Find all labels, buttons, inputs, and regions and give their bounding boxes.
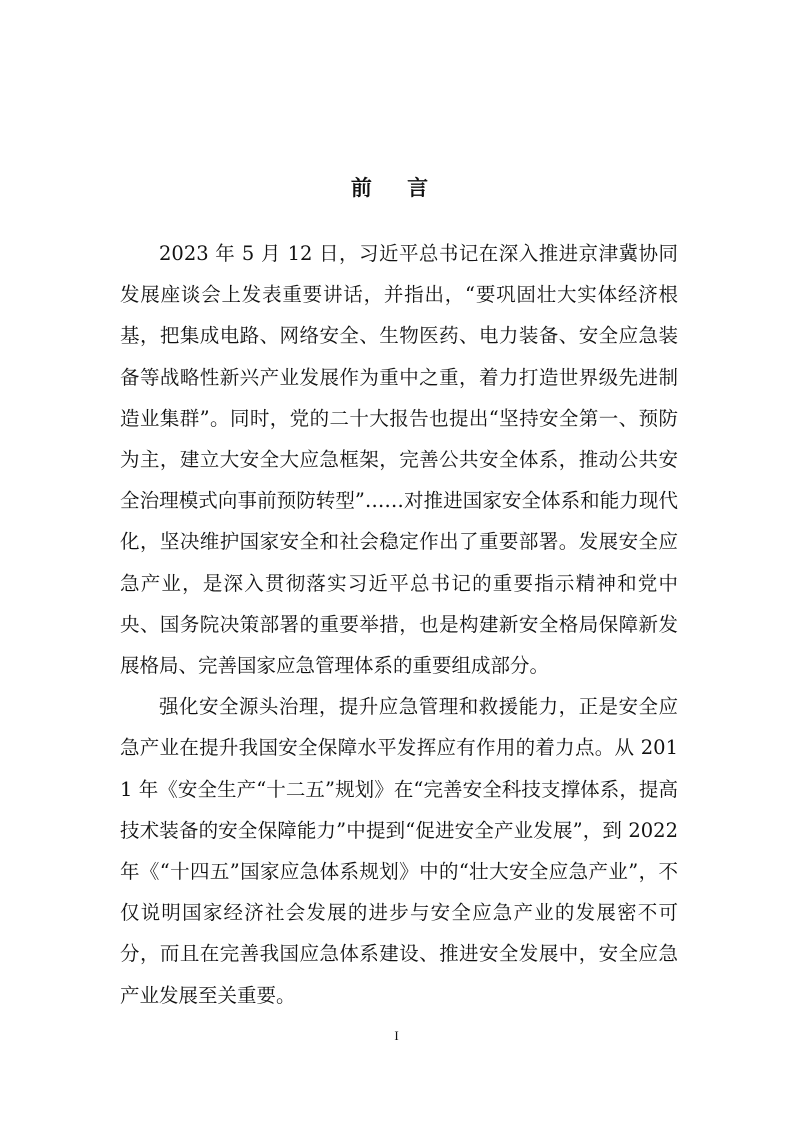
paragraph-2: 强化安全源头治理，提升应急管理和救援能力，正是安全应急产业在提升我国安全保障水平发挥应有作用的着力点。从 2011 年《安全生产“十二五”规划》在“完善安全科技支撑体系，提高技术装备的安全保障能力”中提到“促进安全产业发展”，到 2022 年《“十四五”国家应急体系规划》中的“壮大安全应急产业”，不仅说明国家经济社会发展的进步与安全应急产业的发展密不可分，而且在完善我国应急体系建设、推进安全发展中，安全应急产业发展至关重要。: [120, 695, 678, 1007]
page-title: 前 言: [350, 176, 443, 200]
document-body: [120, 233, 678, 1016]
paragraph-1: 2023 年 5 月 12 日，习近平总书记在深入推进京津冀协同发展座谈会上发表重要讲话，并指出，“要巩固壮大实体经济根基，把集成电路、网络安全、生物医药、电力装备、安全应急装备等战略性新兴产业发展作为重中之重，着力打造世界级先进制造业集群”。同时，党的二十大报告也提出“坚持安全第一、预防为主，建立大安全大应急框架，完善公共安全体系，推动公共安全治理模式向事前预防转型”……对推进国家安全体系和能力现代化，坚决维护国家安全和社会稳定作出了重要部署。发展安全应急产业，是深入贯彻落实习近平总书记的重要指示精神和党中央、国务院决策部署的重要举措，也是构建新安全格局保障新发展格局、完善国家应急管理体系的重要组成部分。: [120, 242, 678, 678]
page-number: I: [394, 1028, 399, 1043]
